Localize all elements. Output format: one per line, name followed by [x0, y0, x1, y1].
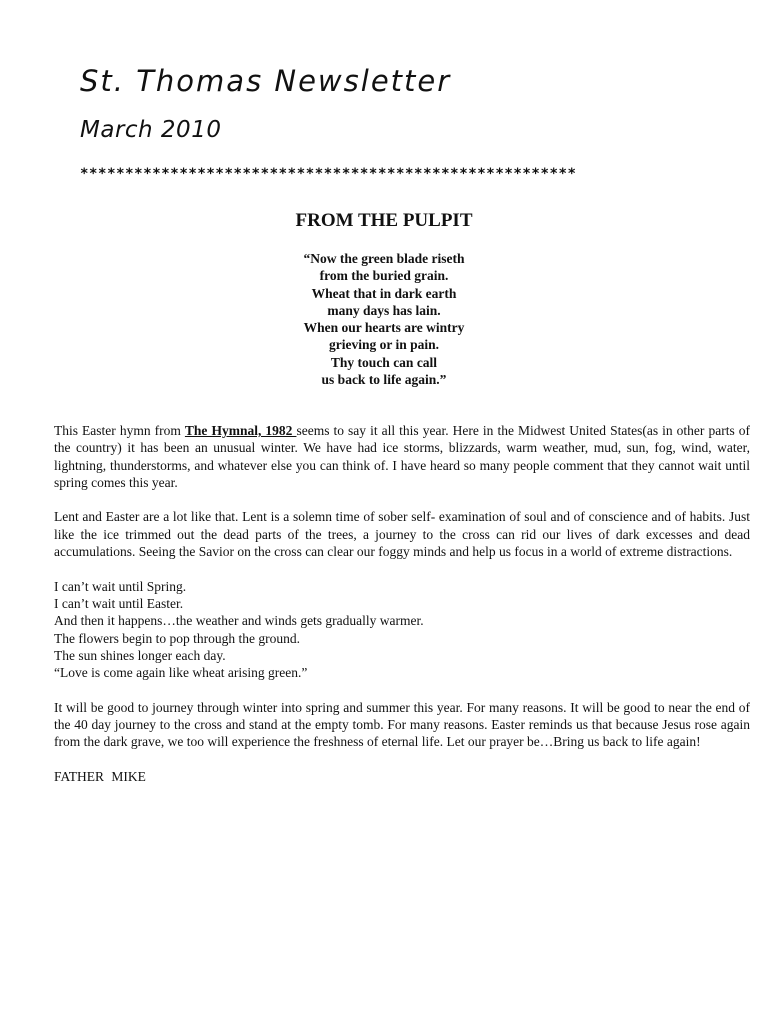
paragraph-intro [54, 422, 750, 491]
verse-line: many days has lain. [327, 302, 441, 318]
paragraph-intro-rest: seems to say it all this year. Here in the Midwest United States(as in other parts of the country) it has been an unusual winter. We have had ice storms, blizzards, warm weather, mud, sun, fog, wind, water, lightning, thunderstorms, and whatever else you can think of. I have heard so many people comment that they cannot wait until spring comes this year. [54, 423, 750, 490]
verse-line: us back to life again.” [321, 372, 447, 388]
reflection-line: The flowers begin to pop through the ground. [54, 630, 300, 646]
issue-date: March 2010 [80, 117, 222, 143]
verse-line: “Now the green blade riseth [303, 251, 465, 266]
reflection-line: I can’t wait until Spring. [54, 578, 187, 594]
verse-line: from the buried grain. [319, 268, 449, 284]
verse-line: When our hearts are wintry [303, 320, 465, 336]
asterisk-separator: ******************************************************* [80, 166, 577, 182]
hymn-verse [0, 250, 768, 388]
paragraph-lent: Lent and Easter are a lot like that. Lent is a solemn time of sober self- examination of soul and of conscience and of habits. Just like the ice trimmed out the dead parts of the trees, a journey to the cross can rid our lives of dark excesses and dead accumulations. Seeing the Savior on the cross can clear our foggy minds and help us focus in a world of extreme distractions. [54, 509, 750, 560]
section-heading: FROM THE PULPIT [295, 210, 473, 231]
reflection-lines [54, 578, 750, 682]
reflection-line: “Love is come again like wheat arising green.” [54, 665, 308, 681]
article-body [54, 422, 750, 785]
hymnal-title: The Hymnal, 1982 [184, 423, 297, 438]
verse-line: Thy touch can call [330, 354, 438, 370]
reflection-line: The sun shines longer each day. [54, 647, 226, 663]
reflection-line: And then it happens…the weather and winds gets gradually warmer. [54, 613, 424, 629]
verse-line: grieving or in pain. [328, 337, 440, 353]
paragraph-intro-start: This Easter hymn from [54, 423, 185, 438]
paragraph-journey: It will be good to journey through winter into spring and summer this year. For many reasons. It will be good to near the end of the 40 day journey to the cross and stand at the empty tomb. For many reasons. Easter reminds us that because Jesus rose again from the dark grave, we too will experience the freshness of eternal life. Let our prayer be…Bring us back to life again! [54, 699, 750, 750]
newsletter-title: St. Thomas Newsletter [80, 64, 452, 98]
reflection-line: I can’t wait until Easter. [54, 595, 184, 611]
signature: FATHER MIKE [54, 768, 146, 784]
verse-line: Wheat that in dark earth [311, 285, 457, 301]
